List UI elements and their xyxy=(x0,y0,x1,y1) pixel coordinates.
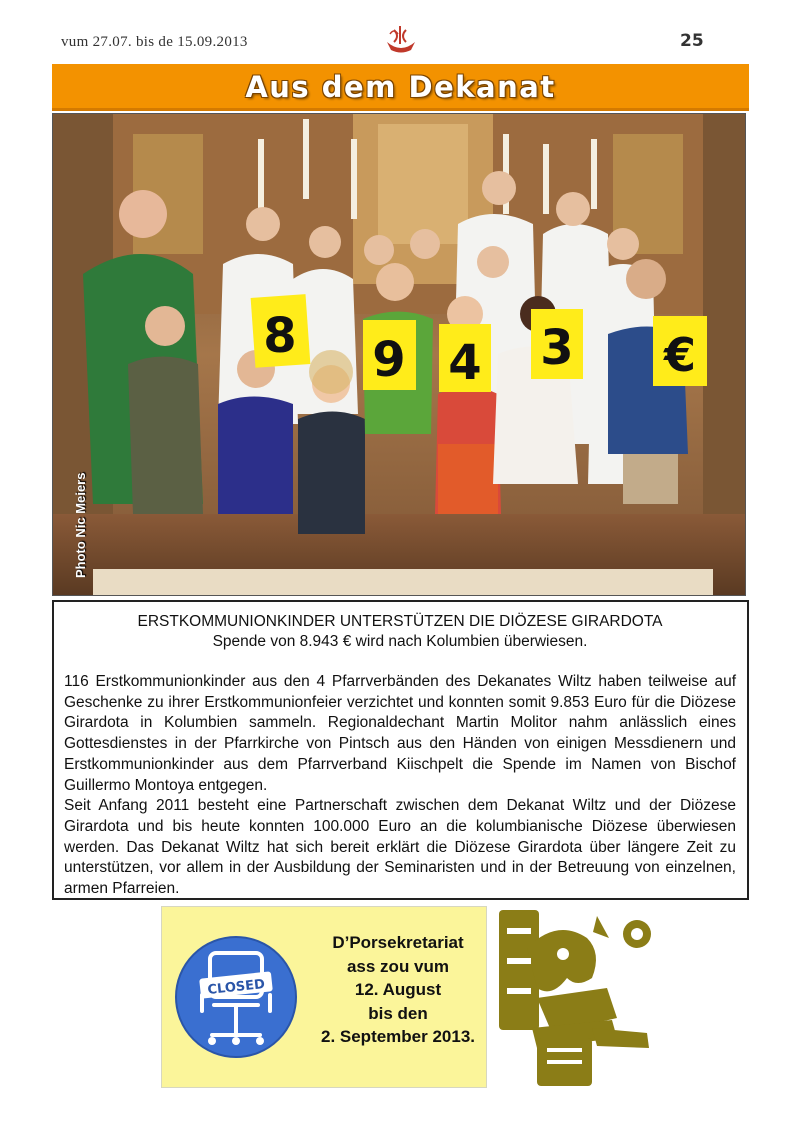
article-subtitle: Spende von 8.943 € wird nach Kolumbien überwiesen. xyxy=(212,633,588,650)
photo-credit: Photo Nic Meiers xyxy=(73,472,88,578)
sign-digit-1: 8 xyxy=(263,308,297,364)
section-title: Aus dem Dekanat xyxy=(245,70,556,104)
notice-line: ass zou vum xyxy=(346,956,450,976)
notice-line: 12. August xyxy=(354,980,442,999)
notice-line: 2. September 2013. xyxy=(320,1027,476,1046)
sign-digit-5: € xyxy=(663,328,697,382)
sign-digit-2: 9 xyxy=(372,332,406,388)
closed-office-chair-icon xyxy=(174,935,298,1059)
ship-logo-icon xyxy=(384,24,418,56)
article-body xyxy=(64,672,736,900)
closed-label: CLOSED xyxy=(206,977,266,998)
article-paragraph: 116 Erstkommunionkinder aus den 4 Pfarrverbänden des Dekanates Wiltz haben teilweise auf Geschenke zu ihrer Erstkommunionfeier verzichtet und konnten somit 9.853 Euro für die Diözese Girardota in Kolumbien sammeln. Regionaldechant Martin Molitor nahm anlässlich eines Gottesdienstes in der Pfarrkirche von Pintsch aus den Händen von einigen Messdienern und Erstkommunionkinder aus dem Pfarrverband Kiischpelt die Spende im Namen von Bischof Guillermo Montoya entgegen. xyxy=(64,673,736,794)
notice-text xyxy=(314,931,482,1049)
sign-digit-3: 4 xyxy=(448,335,482,391)
office-closed-notice xyxy=(161,906,487,1088)
section-banner xyxy=(52,64,749,111)
notice-line: bis den xyxy=(368,1003,428,1023)
notice-line: D’Porsekretariat xyxy=(332,933,464,952)
vacation-traveler-icon xyxy=(497,908,657,1088)
article-title: ERSTKOMMUNIONKINDER UNTERSTÜTZEN DIE DIÖZESE GIRARDOTA xyxy=(137,613,663,630)
sign-digit-4: 3 xyxy=(540,320,574,376)
article-box xyxy=(52,600,749,900)
header-date-range: vum 27.07. bis de 15.09.2013 xyxy=(61,34,248,50)
group-photo xyxy=(52,113,746,596)
article-paragraph: Seit Anfang 2011 besteht eine Partnerschaft zwischen dem Dekanat Wiltz und der Diözese Girardota und bis heute konnten 100.000 Euro an die kolumbianische Diözese überwiesen werden. Das Dekanat Wiltz hat sich bereit erklärt die Diözese Girardota über längere Zeit zu unterstützen, vor allem in der Ausbildung der Seminaristen und in der Betreuung von einzelnen, armen Pfarreien. xyxy=(64,797,736,898)
page-number: 25 xyxy=(680,31,704,51)
